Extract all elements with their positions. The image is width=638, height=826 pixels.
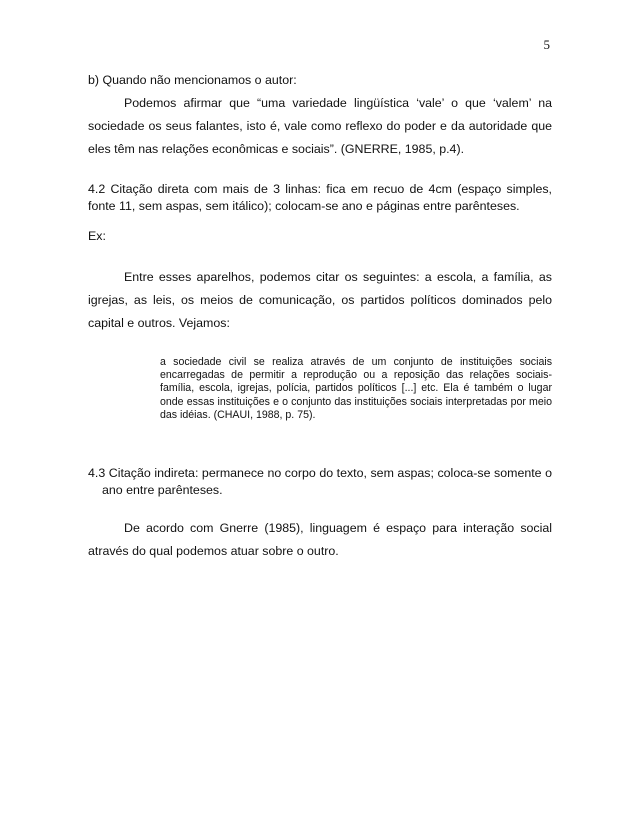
page-number: 5 [543,37,550,52]
section-4-3-paragraph: De acordo com Gnerre (1985), linguagem é espaço para interação social através do qual podemos atuar sobre o outro. [88,521,552,558]
section-b-heading: b) Quando não mencionamos o autor: [88,73,297,87]
example-label: Ex: [88,229,106,243]
section-4-2-heading: 4.2 Citação direta com mais de 3 linhas: fica em recuo de 4cm (espaço simples, fonte 11, sem aspas, sem itálico); colocam-se ano e páginas entre parênteses. [88,182,552,213]
block-quote: a sociedade civil se realiza através de um conjunto de instituições sociais encarregadas de permitir a reprodução ou a reposição das relações sociais- família, escola, igrejas, polícia, partidos políticos [...] etc. Ela é também o lugar onde essas instituições e o conjunto das instituições sociais interpretadas por meio das idéias. (CHAUI, 1988, p. 75). [160,356,552,421]
section-4-2-paragraph: Entre esses aparelhos, podemos citar os seguintes: a escola, a família, as igrejas, as leis, os meios de comunicação, os partidos políticos dominados pelo capital e outros. Vejamos: [88,270,552,330]
section-b-paragraph: Podemos afirmar que “uma variedade lingüística ‘vale’ o que ‘valem’ na sociedade os seus falantes, isto é, vale como reflexo do poder e da autoridade que eles têm nas relações econômicas e sociais”. (GNERRE, 1985, p.4). [88,96,552,156]
section-4-3-heading: 4.3 Citação indireta: permanece no corpo do texto, sem aspas; coloca-se somente o ano entre parênteses. [88,466,552,497]
